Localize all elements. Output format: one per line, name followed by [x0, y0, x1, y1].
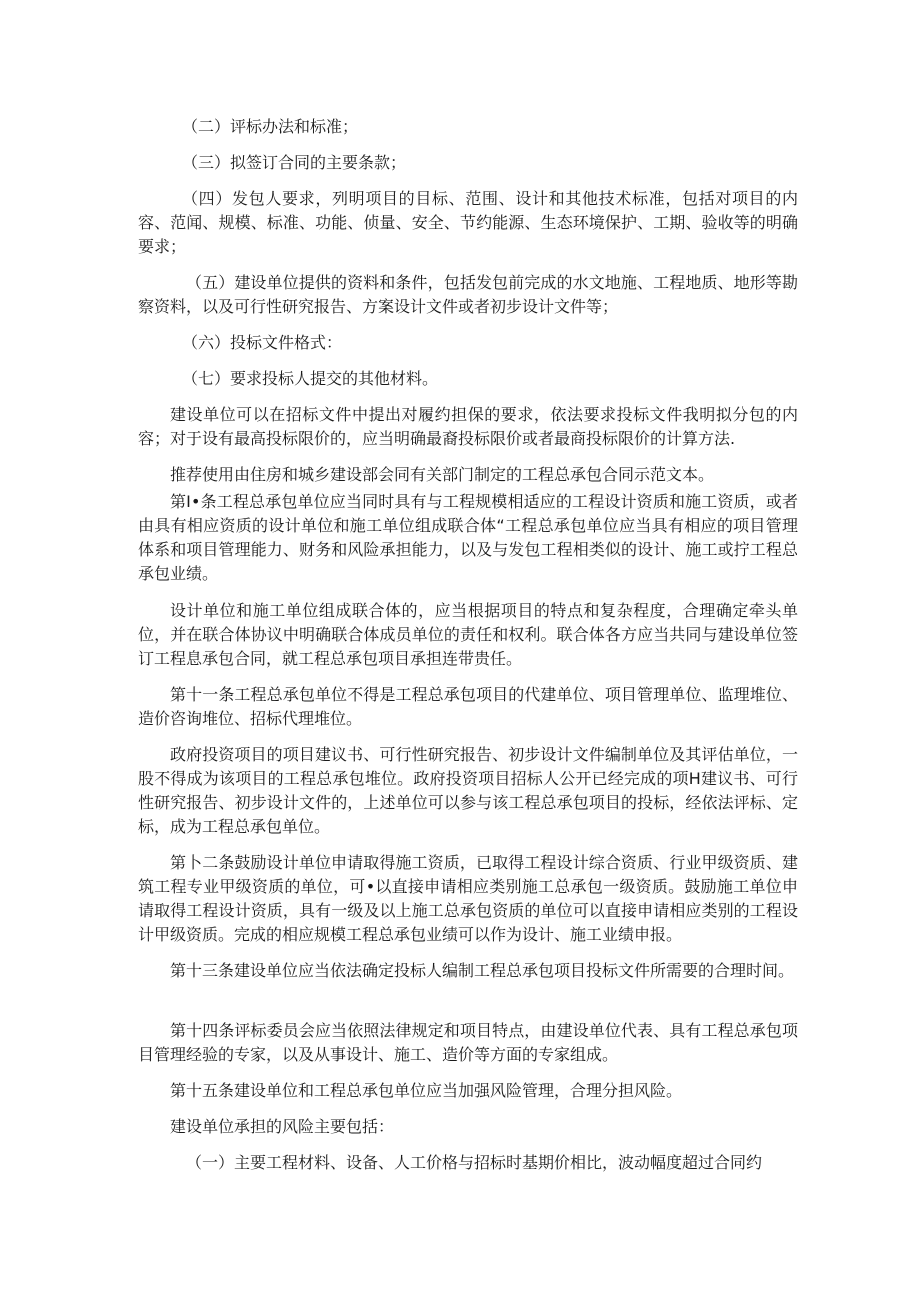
paragraph-other-materials: （七）要求投标人提交的其他材料。	[182, 369, 439, 388]
paragraph-article-13: 第十三条建设单位应当依法确定投标人编制工程总承包项目投标文件所需要的合理时间。	[170, 961, 795, 980]
paragraph-article-14: 第十四条评标委员会应当依照法律规定和项目特点，由建设单位代表、具有工程总承包项目管理经验的专家，以及从事设计、施工、造价等方面的专家组成。	[138, 1021, 798, 1064]
paragraph-article-15: 第十五条建设单位和工程总承包单位应当加强风险管理，合理分担风险。	[170, 1081, 683, 1100]
paragraph-article-11: 第十一条工程总承包单位不得是工程总承包项目的代建单位、项目管理单位、监理堆位、造价咨询堆位、招标代理堆位。	[138, 685, 798, 728]
paragraph-contract-terms: （三）拟签订合同的主要条款；	[182, 153, 407, 172]
paragraph-evaluation-method: （二）评标办法和标准；	[182, 117, 359, 136]
paragraph-employer-risks: 建设单位承担的风险主要包括：	[170, 1117, 395, 1136]
paragraph-article-12: 第卜二条鼓励设计单位申请取得施工资质，已取得工程设计综合资质、行业甲级资质、建筑工程专业甲级资质的单位，可•以直接申请相应类别施工总承包一级资质。鼓励施工单位申请取得工程设计资质，具有一级及以上施工总承包资质的单位可以直接申请相应类别的工程设计甲级资质。完成的相应规模工程总承包业绩可以作为设计、施工业绩申报。	[138, 853, 798, 944]
paragraph-model-contract: 推荐使用由住房和城乡建设部会同有关部门制定的工程总承包合同示范文本。	[170, 465, 715, 484]
paragraph-performance-guarantee: 建设单位可以在招标文件中提出对履约担保的要求，依法要求投标文件我明拟分包的内容；对于设有最高投标限价的，应当明确最裔投标限价或者最商投标限价的计算方法.	[138, 405, 798, 448]
paragraph-provided-materials: （五）建设单位提供的资料和条件，包括发包前完成的水文地施、工程地质、地形等勘察资料，以及可行性研究报告、方案设计文件或者初步设计文件等；	[138, 273, 798, 316]
paragraph-risk-item-1: （一）主要工程材料、设备、人工价格与招标时基期价相比，波动幅度超过合同约	[186, 1153, 763, 1172]
paragraph-government-projects: 政府投资项目的项目建议书、可行性研究报告、初步设计文件编制单位及其评估单位，一股不得成为该项目的工程总承包堆位。政府投资项目招标人公开已经完成的项H建议书、可行性研究报告、初步设计文件的，上述单位可以参与该工程总承包项目的投标，经依法评标、定标，成为工程总承包单位。	[138, 745, 798, 836]
paragraph-consortium: 设计单位和施工单位组成联合体的，应当根据项目的特点和复杂程度，合理确定牵头单位，并在联合体协议中明确联合体成员单位的责任和权利。联合体各方应当共同与建设单位签订工程息承包合同，就工程总承包项目承担连带贵任。	[138, 601, 798, 668]
paragraph-article-10: 第Ⅰ•条工程总承包单位应当同时具有与工程规模相适应的工程设计资质和施工资质，或者由具有相应资质的设计单位和施工单位组成联合体“工程总承包单位应当具有相应的项目管理体系和项目管理能力、财务和风险承担能力，以及与发包工程相类似的设计、施工或拧工程总承包业绩。	[138, 492, 798, 583]
paragraph-employer-requirements: （四）发包人要求，列明项目的目标、范围、设计和其他技术标准，包括对项目的内容、范闻、规模、标准、功能、侦量、安全、节约能源、生态环境保护、工期、验收等的明确要求；	[138, 189, 798, 256]
paragraph-bid-format: （六）投标文件格式：	[182, 333, 343, 352]
